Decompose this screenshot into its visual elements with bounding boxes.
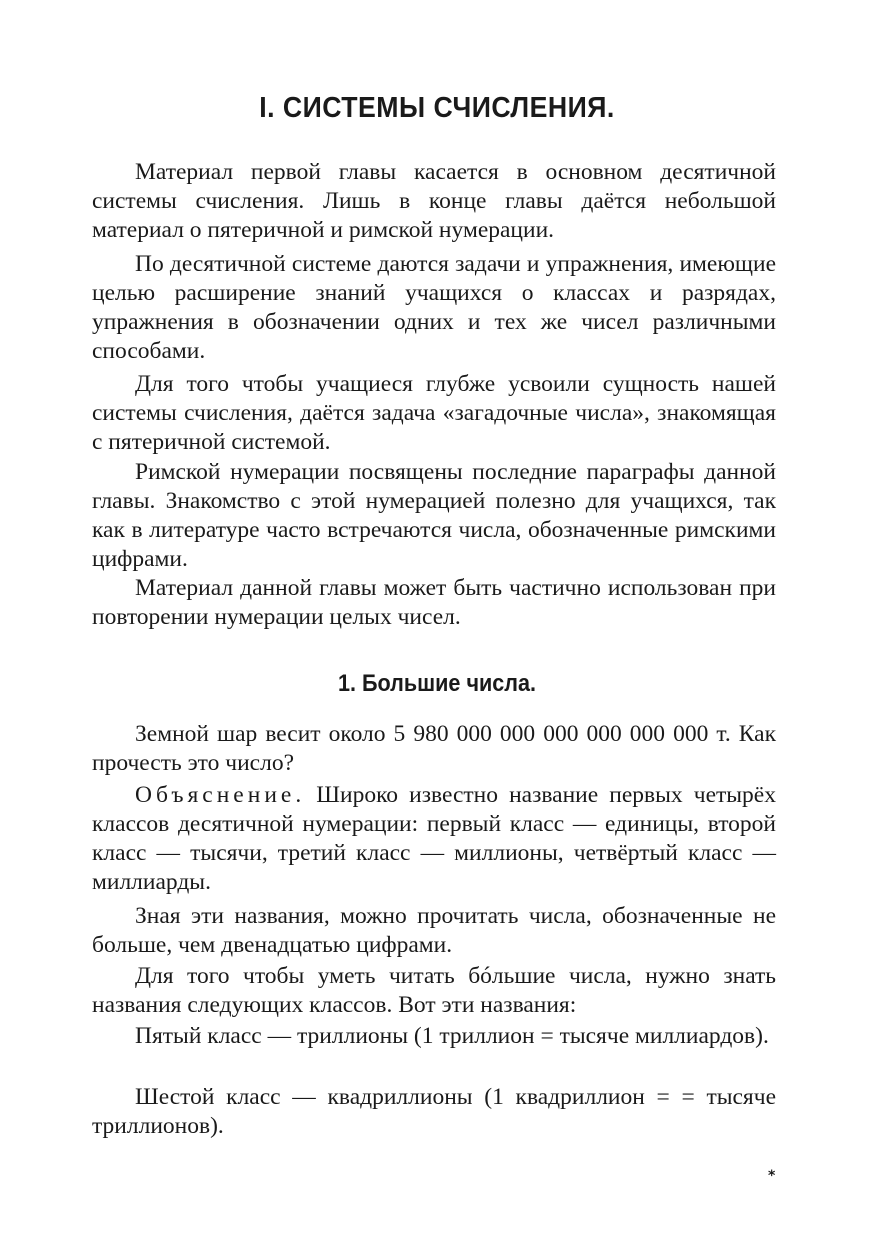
problem-paragraph: Земной шар весит около 5 980 000 000 000 000 000 000 т. Как прочесть это число?: [92, 721, 776, 776]
sixth-class-paragraph: Шестой класс — квадриллионы (1 квадриллион = = тысяче триллионов).: [92, 1084, 776, 1139]
intro-paragraph-3: Для того чтобы учащиеся глубже усвоили сущность нашей системы счисления, даётся задача «загадочные числа», знакомящая с пятеричной системой.: [92, 371, 776, 455]
explanation-text: Широко известно название первых четырёх классов десятичной нумерации: первый класс — единицы, второй класс — тысячи, третий класс — миллионы, четвёртый класс — миллиарды.: [92, 782, 776, 895]
names-paragraph: Зная эти названия, можно прочитать числа, обозначенные не больше, чем двенадцатью цифрами.: [92, 903, 776, 958]
page-mark: *: [768, 1168, 776, 1184]
intro-paragraph-4: Римской нумерации посвящены последние параграфы данной главы. Знакомство с этой нумерацией полезно для учащихся, так как в литературе часто встречаются числа, обозначенные римскими цифрами.: [92, 459, 776, 572]
intro-paragraph-5: Материал данной главы может быть частично использован при повторении нумерации целых чисел.: [92, 575, 776, 630]
explanation-label: Объяснение.: [135, 782, 306, 808]
fifth-class-paragraph: Пятый класс — триллионы (1 триллион = тысяче миллиардов).: [135, 1023, 769, 1049]
intro-paragraph-1: Материал первой главы касается в основном десятичной системы счисления. Лишь в конце главы даётся небольшой материал о пятеричной и римской нумерации.: [92, 159, 776, 243]
chapter-title: I. СИСТЕМЫ СЧИСЛЕНИЯ.: [259, 92, 615, 124]
explanation-paragraph: [92, 781, 776, 897]
big-numbers-paragraph: Для того чтобы уметь читать бóльшие числа, нужно знать названия следующих классов. Вот эти названия:: [92, 963, 776, 1018]
section-title: 1. Большие числа.: [337, 670, 537, 697]
intro-paragraph-2: По десятичной системе даются задачи и упражнения, имеющие целью расширение знаний учащихся о классах и разрядах, упражнения в обозначении одних и тех же чисел различными способами.: [92, 251, 776, 364]
